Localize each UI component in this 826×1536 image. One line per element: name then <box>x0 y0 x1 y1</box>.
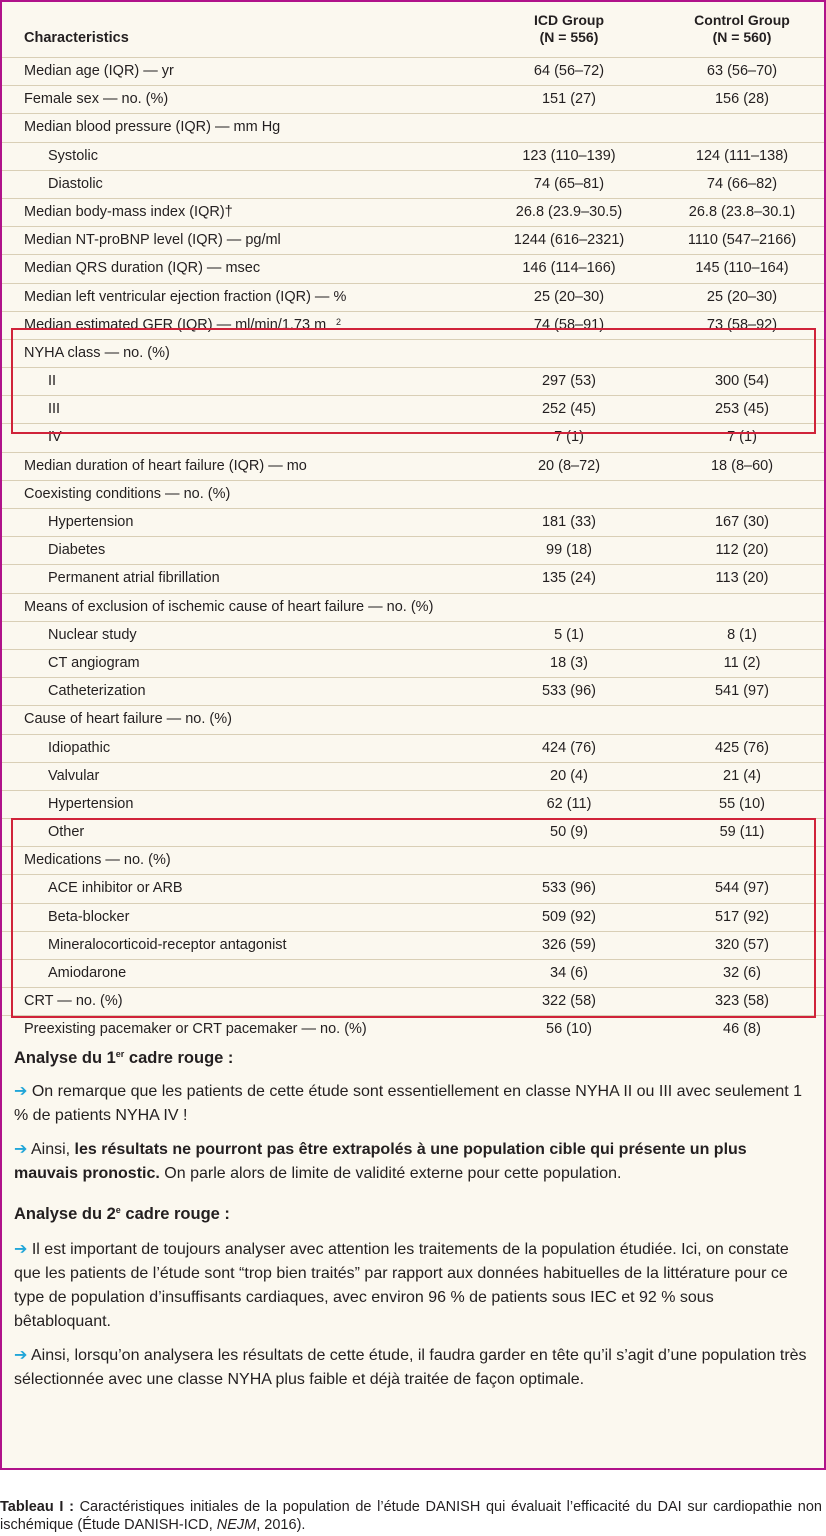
row-label: CT angiogram <box>48 654 140 671</box>
icd-value: 20 (8–72) <box>537 457 601 474</box>
control-value: 11 (2) <box>723 654 761 671</box>
arrow-icon: ➔ <box>14 1141 28 1158</box>
table-row <box>2 734 824 762</box>
row-label: Other <box>48 824 85 841</box>
row-label: Median age (IQR) — yr <box>24 63 174 79</box>
table-body <box>2 57 824 1044</box>
row-label: Median duration of heart failure (IQR) — mo <box>24 457 307 474</box>
row-label: Idiopathic <box>48 739 111 756</box>
control-value: 124 (111–138) <box>695 147 789 164</box>
table-row <box>2 987 824 1015</box>
analysis-section <box>14 1042 810 1392</box>
table-row <box>2 677 824 705</box>
control-value: 544 (97) <box>714 880 769 897</box>
control-value: 21 (4) <box>723 767 761 784</box>
control-value: 26.8 (23.8–30.1) <box>688 203 796 220</box>
icd-value: 74 (65–81) <box>533 175 605 192</box>
table-row <box>2 57 824 85</box>
table-row <box>2 395 824 423</box>
icd-group-header: ICD Group (N = 556) <box>534 12 604 45</box>
icd-value: 297 (53) <box>541 373 596 390</box>
icd-value: 533 (96) <box>541 683 596 700</box>
table-row <box>2 846 824 874</box>
table-row <box>2 367 824 395</box>
row-label: Median QRS duration (IQR) — msec <box>24 260 261 277</box>
table-row <box>2 480 824 508</box>
icd-value: 18 (3) <box>550 654 588 671</box>
control-value: 156 (28) <box>714 91 769 108</box>
row-label: Nuclear study <box>48 626 137 643</box>
table-row <box>2 621 824 649</box>
icd-value: 1244 (616–2321) <box>513 232 625 249</box>
row-label: Catheterization <box>48 683 146 700</box>
icd-value: 50 (9) <box>550 824 588 841</box>
control-value: 73 (58–92) <box>706 316 778 333</box>
control-value: 7 (1) <box>727 429 757 446</box>
row-label: ACE inhibitor or ARB <box>48 880 183 897</box>
table-row <box>2 339 824 367</box>
icd-value: 34 (6) <box>550 965 588 981</box>
icd-value: 123 (110–139) <box>522 147 616 164</box>
row-label: NYHA class — no. (%) <box>24 344 170 361</box>
icd-value: 252 (45) <box>541 401 596 418</box>
row-label: Permanent atrial fibrillation <box>48 570 220 587</box>
table-row <box>2 959 824 987</box>
arrow-icon: ➔ <box>14 1241 28 1258</box>
row-label: Mineralocorticoid-receptor antagonist <box>48 936 287 953</box>
analysis-paragraph-2: ➔ Ainsi, les résultats ne pourront pas être extrapolés à une population cible qui présente un plus mauvais pronostic. On parle alors de limite de validité externe pour cette population. <box>14 1141 747 1182</box>
icd-value: 99 (18) <box>546 542 592 559</box>
row-label: Systolic <box>48 147 98 164</box>
row-label: Preexisting pacemaker or CRT pacemaker — no. (%) <box>24 1021 367 1038</box>
icd-value: 5 (1) <box>554 626 584 643</box>
control-value: 59 (11) <box>719 824 765 841</box>
icd-value: 151 (27) <box>541 91 596 108</box>
control-value: 517 (92) <box>714 908 769 925</box>
table-row <box>2 283 824 311</box>
table-row <box>2 931 824 959</box>
icd-value: 509 (92) <box>541 908 596 925</box>
icd-value: 20 (4) <box>550 767 588 784</box>
row-label: Median blood pressure (IQR) — mm Hg <box>24 119 281 136</box>
table-row <box>2 705 824 733</box>
analysis-heading-1: Analyse du 1er cadre rouge : <box>14 1049 234 1067</box>
control-value: 425 (76) <box>714 739 769 756</box>
table-row <box>2 508 824 536</box>
control-group-header: Control Group (N = 560) <box>694 12 790 45</box>
analysis-heading-2: Analyse du 2e cadre rouge : <box>14 1205 230 1223</box>
table-row <box>2 142 824 170</box>
row-label: IV <box>48 429 62 446</box>
icd-value: 326 (59) <box>541 936 596 953</box>
row-label: Coexisting conditions — no. (%) <box>24 485 231 502</box>
arrow-icon: ➔ <box>14 1083 28 1100</box>
icd-value: 533 (96) <box>541 880 596 897</box>
row-label: Diastolic <box>48 175 103 192</box>
control-value: 541 (97) <box>714 683 769 700</box>
icd-value: 74 (58–91) <box>533 316 605 333</box>
table-row <box>2 649 824 677</box>
control-value: 320 (57) <box>714 936 769 953</box>
control-value: 46 (8) <box>723 1021 761 1038</box>
icd-value: 135 (24) <box>541 570 596 587</box>
table-row <box>2 536 824 564</box>
table-row <box>2 170 824 198</box>
characteristics-table <box>2 2 824 1044</box>
row-label: Hypertension <box>48 795 134 812</box>
table-row <box>2 593 824 621</box>
analysis-paragraph-3: ➔ Il est important de toujours analyser avec attention les traitements de la population étudiée. Ici, on constate que les patients de l’étude sont “trop bien traités” par rapport aux données habituelles de la littérature pour ce type de population d’insuffisants cardiaques, avec environ 96 % de patients sous IEC et 92 % sous bêtabloquant. <box>14 1241 789 1330</box>
row-label: Female sex — no. (%) <box>24 91 169 108</box>
row-label: III <box>48 401 61 418</box>
icd-value: 146 (114–166) <box>522 260 616 277</box>
table-row <box>2 874 824 902</box>
analysis-paragraph-4: ➔ Ainsi, lorsqu’on analysera les résultats de cette étude, il faudra garder en tête qu’il s’agit d’une population très sélectionnée avec une classe NYHA plus faible et déjà traitée de façon optimale. <box>14 1347 807 1388</box>
table-row <box>2 818 824 846</box>
control-value: 167 (30) <box>714 514 769 530</box>
icd-value: 181 (33) <box>541 514 596 530</box>
row-label: Cause of heart failure — no. (%) <box>24 711 232 728</box>
table-header <box>2 2 824 57</box>
control-value: 1110 (547–2166) <box>687 232 797 249</box>
row-label: Hypertension <box>48 514 134 530</box>
control-value: 63 (56–70) <box>706 63 778 79</box>
control-value: 32 (6) <box>723 965 761 981</box>
control-value: 145 (110–164) <box>695 260 789 277</box>
icd-value: 322 (58) <box>541 993 596 1010</box>
table-row <box>2 85 824 113</box>
control-value: 18 (8–60) <box>710 457 774 474</box>
row-label: Median estimated GFR (IQR) — ml/min/1.73 m <box>24 316 327 333</box>
control-value: 112 (20) <box>715 542 769 559</box>
table-row <box>2 113 824 141</box>
row-label: Amiodarone <box>48 965 127 981</box>
icd-value: 56 (10) <box>546 1021 592 1038</box>
control-value: 8 (1) <box>727 626 757 643</box>
table-row <box>2 452 824 480</box>
table-row <box>2 790 824 818</box>
control-value: 74 (66–82) <box>706 175 778 192</box>
icd-value: 25 (20–30) <box>533 288 605 305</box>
row-label: Medications — no. (%) <box>24 852 171 869</box>
icd-value: 62 (11) <box>546 795 592 812</box>
control-value: 323 (58) <box>714 993 769 1010</box>
control-value: 55 (10) <box>719 795 765 812</box>
table-row <box>2 762 824 790</box>
row-label: Median left ventricular ejection fraction (IQR) — % <box>24 288 347 305</box>
table-row <box>2 423 824 451</box>
icd-value: 64 (56–72) <box>533 63 605 79</box>
row-label-superscript: 2 <box>336 316 342 327</box>
table-row <box>2 1015 824 1043</box>
row-label: Beta-blocker <box>48 908 130 925</box>
row-label: Median body-mass index (IQR)† <box>24 203 233 220</box>
control-value: 113 (20) <box>715 570 769 587</box>
row-label: II <box>48 373 57 390</box>
row-label: Means of exclusion of ischemic cause of heart failure — no. (%) <box>24 598 434 615</box>
row-label: Median NT-proBNP level (IQR) — pg/ml <box>24 232 281 249</box>
row-label: Valvular <box>48 767 100 784</box>
characteristics-header: Characteristics <box>24 30 129 46</box>
table-row <box>2 226 824 254</box>
table-row <box>2 198 824 226</box>
table-caption: Tableau I : Caractéristiques initiales de la population de l’étude DANISH qui évaluait l’efficacité du DAI sur cardiopathie non ischémique (Étude DANISH-ICD, NEJM, 2016). <box>0 1499 822 1533</box>
control-value: 25 (20–30) <box>706 288 778 305</box>
table-row <box>2 903 824 931</box>
icd-value: 26.8 (23.9–30.5) <box>515 203 623 220</box>
icd-value: 424 (76) <box>541 739 596 756</box>
table-row <box>2 564 824 592</box>
analysis-paragraph-1: ➔ On remarque que les patients de cette étude sont essentiellement en classe NYHA II ou III avec seulement 1 % de patients NYHA IV ! <box>14 1083 803 1124</box>
table-row <box>2 254 824 282</box>
control-value: 253 (45) <box>714 401 769 418</box>
control-value: 300 (54) <box>714 373 769 390</box>
table-row <box>2 311 824 339</box>
icd-value: 7 (1) <box>554 429 584 446</box>
arrow-icon: ➔ <box>14 1347 28 1364</box>
row-label: CRT — no. (%) <box>24 993 123 1010</box>
row-label: Diabetes <box>48 542 106 559</box>
